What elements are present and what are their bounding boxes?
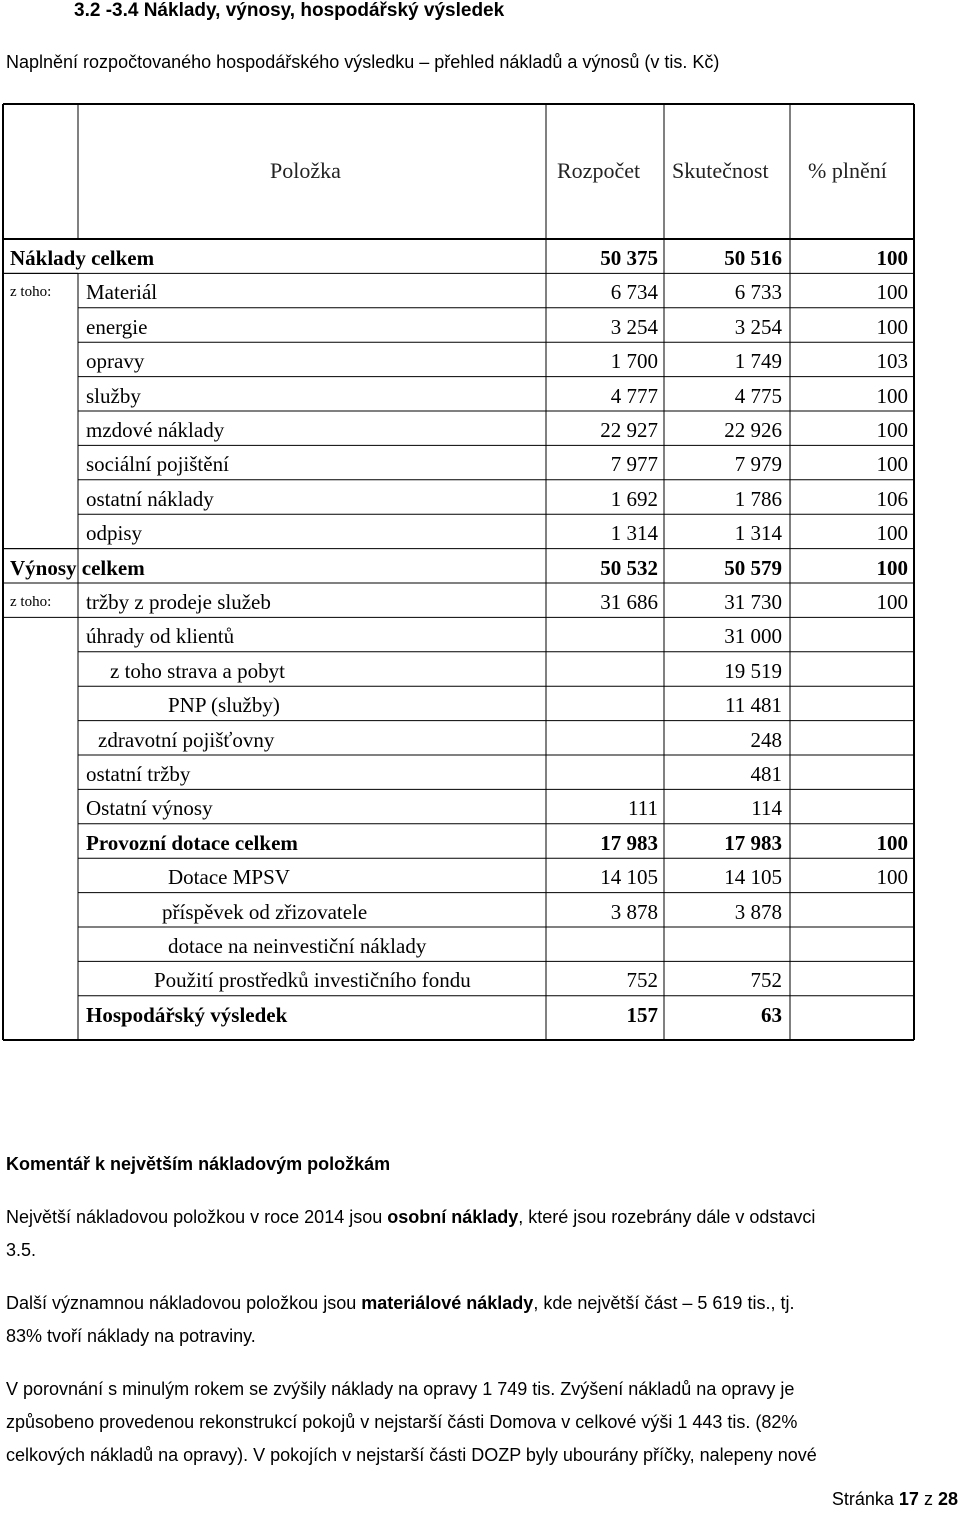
cell-actual: 14 105 [724,865,782,890]
cell-actual: 31 000 [724,624,782,649]
header-budget: Rozpočet [557,158,641,183]
row-label: Hospodářský výsledek [86,1002,288,1027]
cell-budget: 14 105 [600,865,658,890]
paragraph-text: Další významnou nákladovou položkou jsou [6,1293,362,1313]
row-label: energie [86,314,148,339]
cell-budget: 50 375 [600,246,658,270]
cell-actual: 1 786 [734,486,782,511]
cell-budget: 22 927 [600,418,658,442]
cell-actual: 19 519 [724,658,782,683]
table-subtitle: Naplnění rozpočtovaného hospodářského výsledku – přehled nákladů a výnosů (v tis. Kč) [6,52,720,72]
paragraph-text: 83% tvoří náklady na potraviny. [6,1326,256,1346]
row-label: Ostatní výnosy [86,796,213,821]
cell-budget: 50 532 [600,555,658,580]
header-item: Položka [270,158,341,183]
header-actual: Skutečnost [672,158,769,183]
row-label: Materiál [86,280,158,305]
row-label: tržby z prodeje služeb [86,590,271,614]
cell-actual: 31 730 [724,590,782,614]
cell-budget: 7 977 [610,452,658,477]
cell-actual: 3 254 [734,314,782,339]
row-label: z toho strava a pobyt [110,658,285,683]
cell-percent: 100 [876,418,908,442]
row-label: ostatní náklady [86,486,214,511]
cell-actual: 752 [750,968,782,993]
cell-percent: 100 [876,280,908,305]
paragraph-text: Největší nákladovou položkou v roce 2014 jsou [6,1207,388,1227]
row-label: opravy [86,349,145,374]
cell-percent: 100 [876,555,908,580]
row-label: zdravotní pojišťovny [98,727,275,752]
cell-budget: 157 [626,1002,658,1027]
cell-budget: 1 692 [610,486,658,511]
paragraph-text: , kde největší část – 5 619 tis., tj. [533,1293,795,1313]
row-label: Provozní dotace celkem [86,830,298,855]
comment-title: Komentář k největším nákladovým položkám [6,1154,391,1174]
cell-actual: 11 481 [725,693,782,718]
cell-budget: 111 [628,796,658,821]
row-label: Dotace MPSV [168,865,290,890]
cell-actual: 3 878 [734,899,782,924]
paragraph-bold: osobní náklady [387,1207,519,1227]
cell-budget: 752 [626,968,658,993]
row-label: Použití prostředků investičního fondu [154,968,471,993]
paragraph-personnel-costs [6,1201,815,1267]
paragraph-text: 3.5. [6,1240,37,1260]
page-label: Stránka [831,1489,894,1509]
financial-table [2,103,916,1042]
cell-actual: 17 983 [724,830,782,855]
cell-budget: 17 983 [600,830,658,855]
row-prefix: z toho: [10,594,52,610]
paragraph-text: způsobeno provedenou rekonstrukcí pokojů v nejstarší části Domova v celkové výši 1 443 tis. (82% [6,1412,798,1432]
cell-percent: 100 [876,452,908,477]
cell-actual: 4 775 [734,383,782,408]
cell-budget: 4 777 [610,383,658,408]
paragraph-text: V porovnání s minulým rokem se zvýšily náklady na opravy 1 749 tis. Zvýšení nákladů na opravy je [6,1379,795,1399]
cell-budget: 3 254 [610,314,658,339]
cell-budget: 1 314 [610,521,658,546]
paragraph-bold: materiálové náklady [361,1293,534,1313]
cell-percent: 106 [876,486,908,511]
row-label: mzdové náklady [86,418,225,442]
row-label: PNP (služby) [168,693,280,718]
paragraph-repair-costs [6,1373,817,1472]
row-label: úhrady od klientů [86,624,235,649]
row-label: Výnosy celkem [10,555,145,580]
cell-budget: 6 734 [610,280,658,305]
cell-actual: 50 516 [724,246,782,270]
row-label: odpisy [86,521,143,546]
cell-percent: 100 [876,865,908,890]
page-total: 28 [937,1489,958,1509]
cell-budget: 3 878 [610,899,658,924]
cell-percent: 100 [876,590,908,614]
row-prefix: z toho: [10,284,52,301]
row-label: služby [86,383,141,408]
cell-actual: 114 [751,796,782,821]
page-number: 17 [898,1489,919,1509]
cell-actual: 63 [761,1002,782,1027]
header-percent: % plnění [808,158,887,183]
row-label: Náklady celkem [10,246,155,270]
page-of-label: z [923,1489,933,1509]
row-label: příspěvek od zřizovatele [162,899,368,924]
cell-percent: 100 [876,830,908,855]
paragraph-text: celkových nákladů na opravy). V pokojích v nejstarší části DOZP byly ubourány příčky, nalepeny nové [6,1445,817,1465]
cell-actual: 22 926 [724,418,782,442]
cell-actual: 1 749 [734,349,782,374]
row-label: sociální pojištění [86,452,229,477]
cell-percent: 100 [876,383,908,408]
cell-percent: 100 [876,521,908,546]
page-footer [832,1489,958,1510]
cell-actual: 50 579 [724,555,782,580]
paragraph-text: , které jsou rozebrány dále v odstavci [518,1207,816,1227]
row-label: ostatní tržby [86,762,191,786]
cell-actual: 481 [750,762,782,786]
paragraph-material-costs [6,1287,794,1353]
row-label: dotace na neinvestiční náklady [168,934,427,958]
cell-budget: 31 686 [600,590,658,614]
cell-budget: 1 700 [610,349,658,374]
cell-actual: 248 [750,727,782,752]
cell-actual: 7 979 [734,452,782,477]
cell-actual: 6 733 [734,280,782,305]
cell-actual: 1 314 [734,521,782,546]
cell-percent: 100 [876,314,908,339]
cell-percent: 103 [876,349,908,374]
cell-percent: 100 [876,246,908,270]
section-heading: 3.2 -3.4 Náklady, výnosy, hospodářský výsledek [74,0,505,21]
